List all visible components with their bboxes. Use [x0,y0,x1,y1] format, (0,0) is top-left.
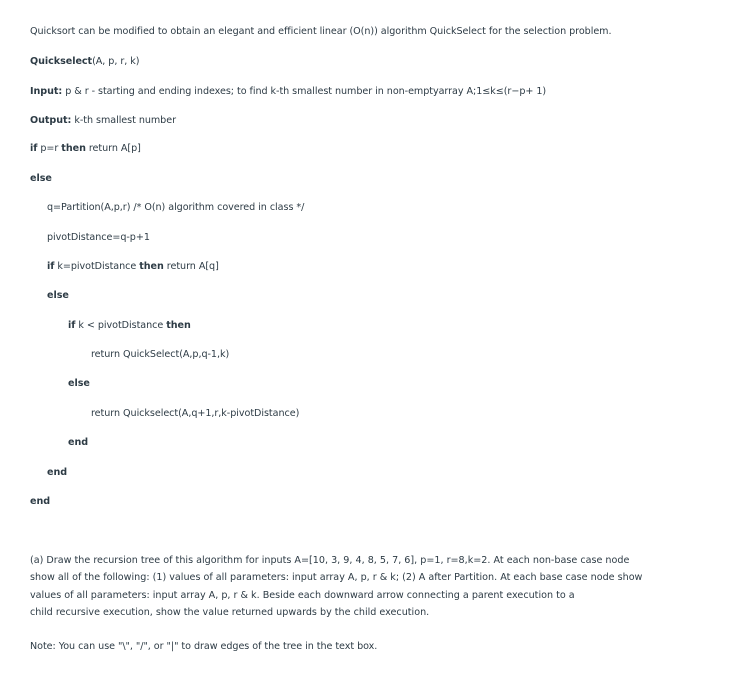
output-text: k-th smallest number [71,115,176,126]
keyword-then: then [166,320,191,331]
keyword-if: if [30,143,38,154]
code-if-less [68,319,191,333]
keyword-if: if [68,320,76,331]
keyword-if: if [47,261,55,272]
output-label: Output: [30,115,72,126]
code-partition: q=Partition(A,p,r) /* O(n) algorithm covered in class */ [47,202,305,213]
code-else-middle: else [47,290,69,301]
condition: k < pivotDistance [75,320,167,331]
input-text: p & r - starting and ending indexes; to find k-th smallest number in non-emptyarray A;1≤k≤(r−p+ 1) [62,86,547,97]
code-return-right: return Quickselect(A,q+1,r,k-pivotDistance) [91,408,300,419]
question-line: (a) Draw the recursion tree of this algorithm for inputs A=[10, 3, 9, 4, 8, 5, 7, 6], p=1, r=8,k=2. At each non-base case node [30,555,630,566]
code-end-inner: end [68,437,89,448]
function-args: (A, p, r, k) [92,56,140,67]
code-return-left: return QuickSelect(A,p,q-1,k) [91,349,230,360]
keyword-then: then [139,261,164,272]
code-end-middle: end [47,467,68,478]
code-pivot-distance: pivotDistance=q-p+1 [47,232,150,243]
condition: p=r [37,143,62,154]
code-end-outer: end [30,496,51,507]
question-line: child recursive execution, show the value returned upwards by the child execution. [30,607,430,619]
code-if-base [30,142,141,156]
return-statement: return A[q] [163,261,219,272]
input-label: Input: [30,86,63,97]
code-else-inner: else [68,378,90,389]
code-else-outer: else [30,173,52,184]
output-spec [30,114,176,128]
input-spec [30,85,546,99]
return-statement: return A[p] [85,143,141,154]
note-text: Note: You can use "\", "/", or "|" to draw edges of the tree in the text box. [30,641,378,652]
question-paragraph [30,552,742,622]
question-line: show all of the following: (1) values of all parameters: input array A, p, r & k; (2) A after Partition. At each base case node show [30,572,643,584]
condition: k=pivotDistance [54,261,140,272]
code-if-equal [47,260,219,274]
keyword-then: then [61,143,86,154]
function-signature [30,55,139,69]
function-name: Quickselect [30,56,93,67]
question-line: values of all parameters: input array A, p, r & k. Beside each downward arrow connecting a parent execution to a [30,589,575,601]
intro-text: Quicksort can be modified to obtain an elegant and efficient linear (O(n)) algorithm QuickSelect for the selection problem. [30,26,612,37]
